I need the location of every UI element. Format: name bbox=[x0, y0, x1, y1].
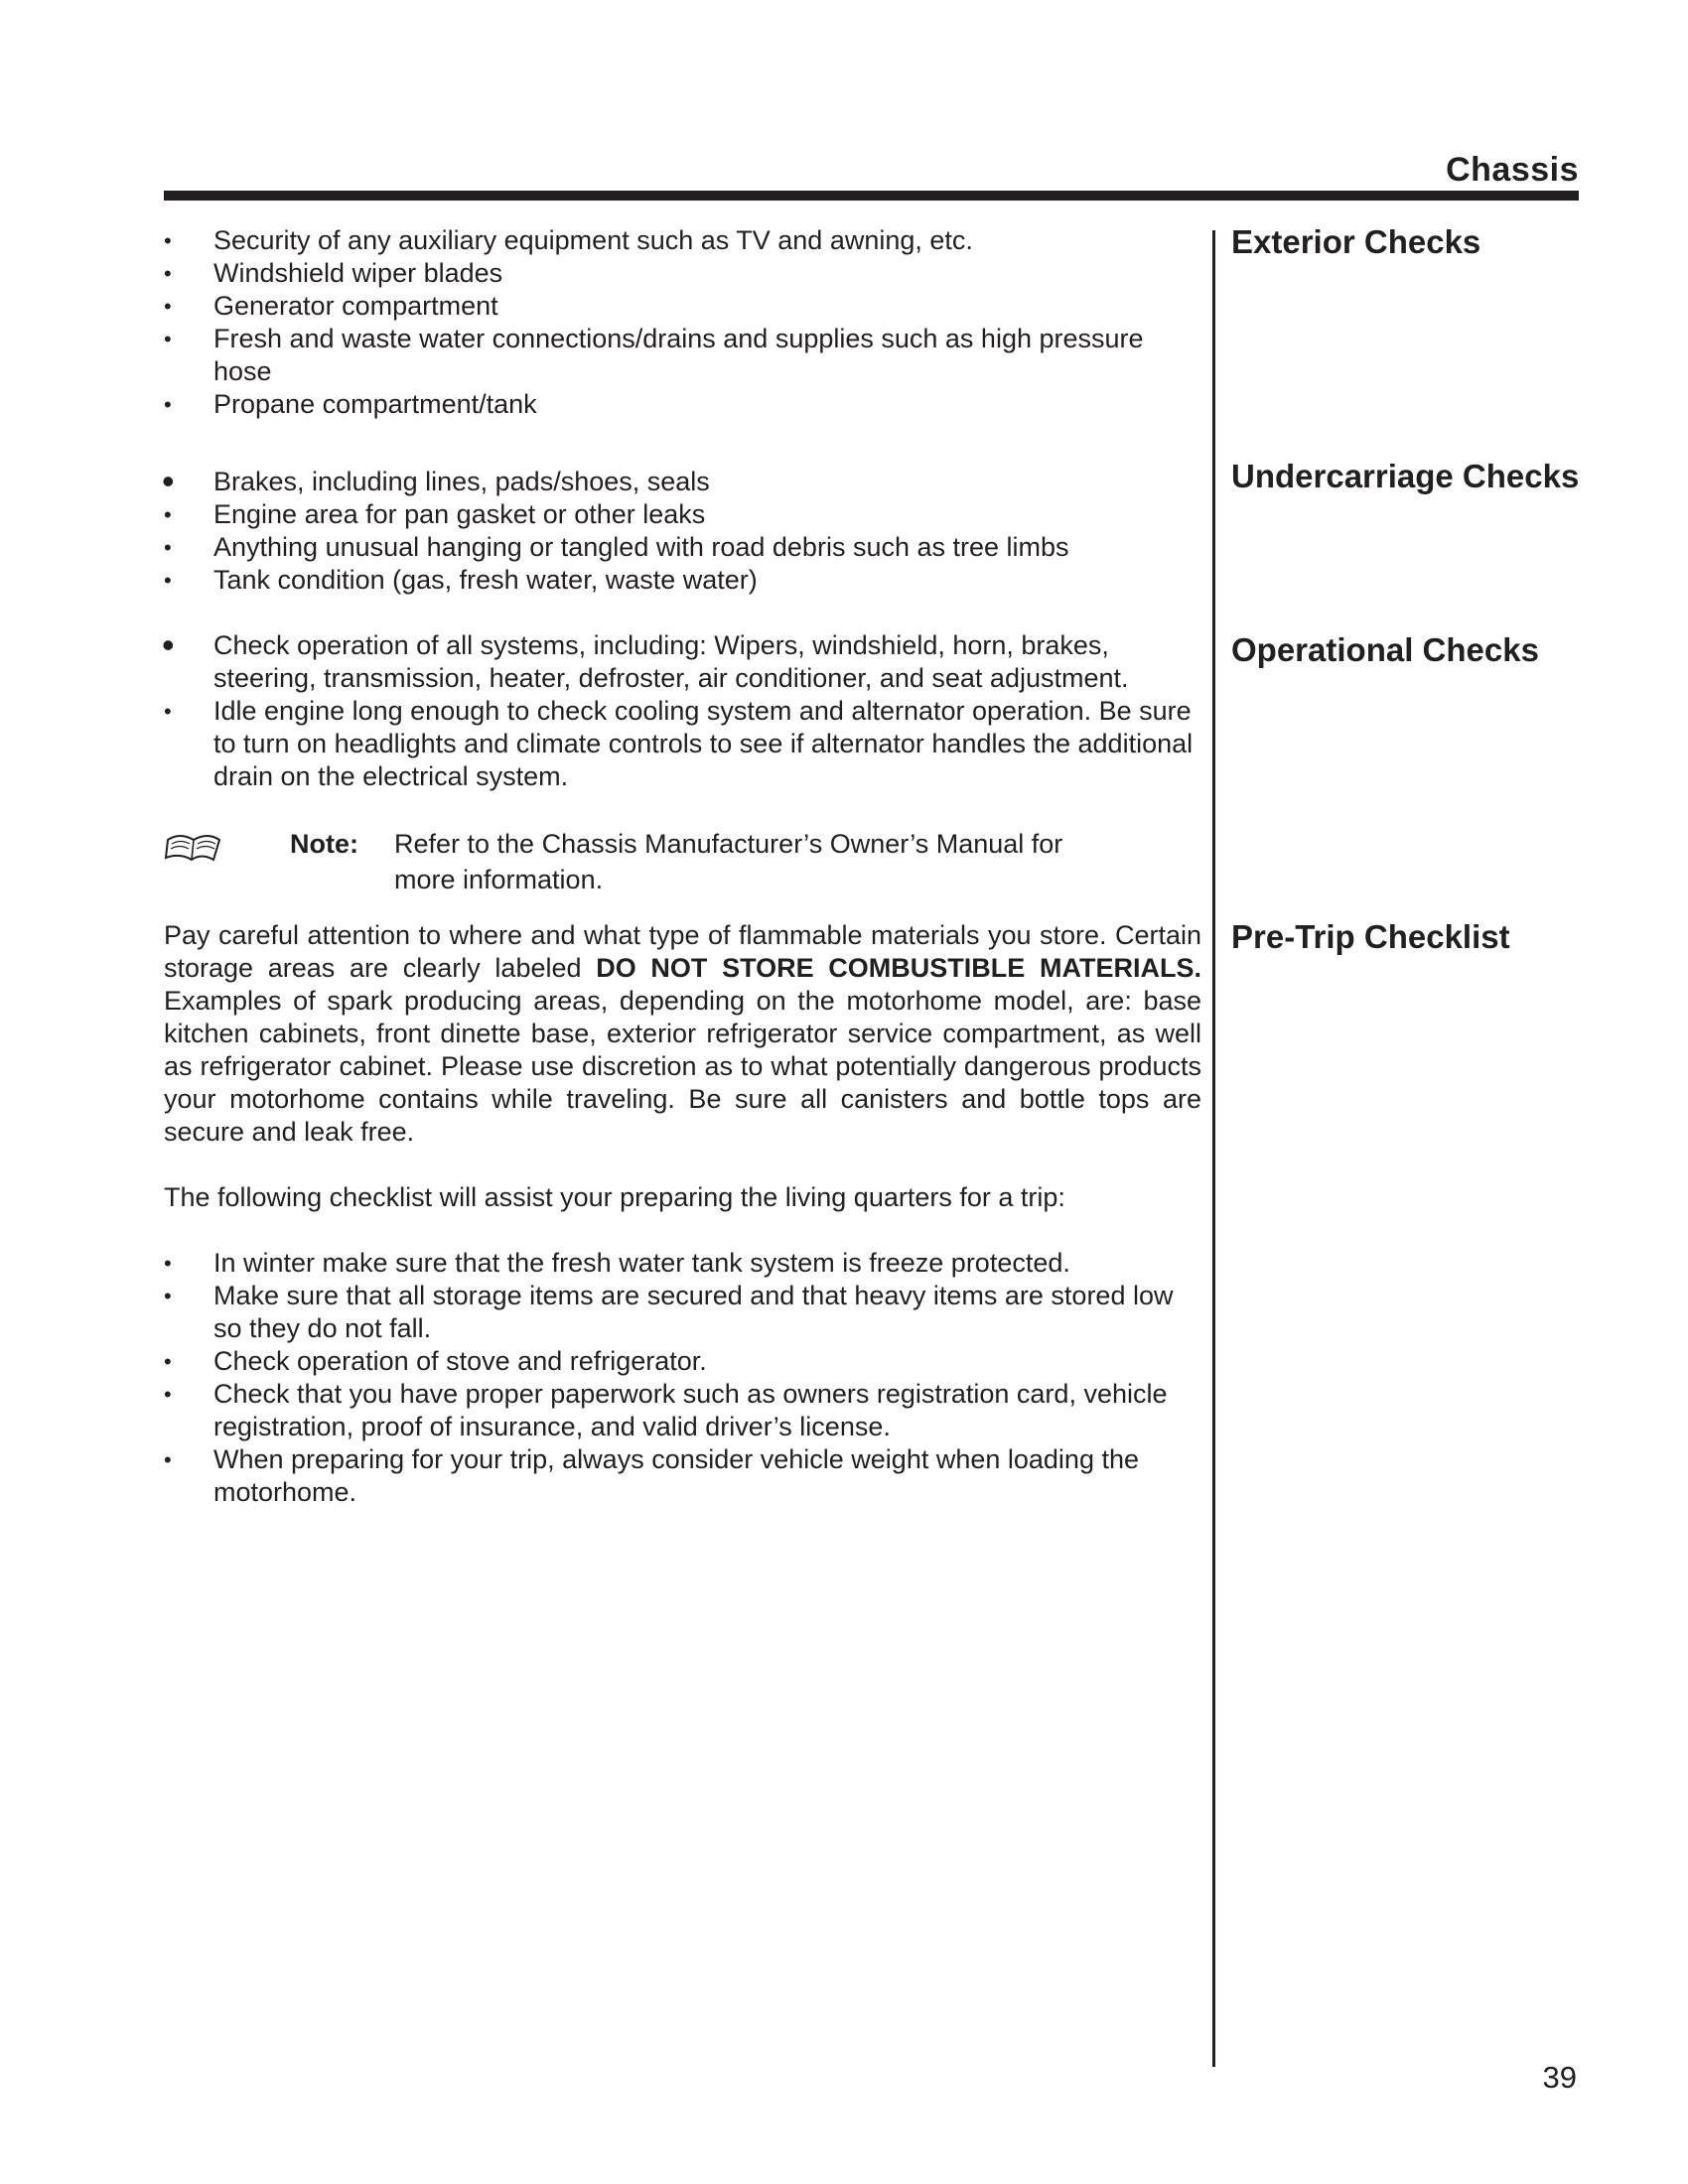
list-item: • Propane compartment/tank bbox=[164, 388, 1201, 421]
warning-label: DO NOT STORE COMBUSTIBLE MATERIALS. bbox=[596, 953, 1201, 983]
list-item: • Check operation of all systems, including: Wipers, windshield, horn, brakes, steering, transmission, heater, defroster, air conditioner, and seat adjustment. bbox=[164, 629, 1201, 695]
list-item: • Anything unusual hanging or tangled with road debris such as tree limbs bbox=[164, 531, 1201, 564]
list-item: • Fresh and waste water connections/drains and supplies such as high pressure hose bbox=[164, 323, 1201, 388]
list-item: • When preparing for your trip, always consider vehicle weight when loading the motorhome. bbox=[164, 1443, 1201, 1509]
list-item: • Check that you have proper paperwork such as owners registration card, vehicle registration, proof of insurance, and valid driver’s license. bbox=[164, 1378, 1201, 1443]
list-item: • Tank condition (gas, fresh water, waste water) bbox=[164, 564, 1201, 597]
heading-exterior-checks: Exterior Checks bbox=[1231, 223, 1481, 260]
page-number: 39 bbox=[1542, 2060, 1577, 2095]
list-item: • Windshield wiper blades bbox=[164, 257, 1201, 290]
header-rule bbox=[164, 191, 1579, 201]
heading-pre-trip-checklist: Pre-Trip Checklist bbox=[1231, 918, 1510, 955]
list-item: • Make sure that all storage items are secured and that heavy items are stored low so they do not fall. bbox=[164, 1280, 1201, 1345]
operational-checks-list bbox=[164, 629, 1201, 793]
list-item: • Engine area for pan gasket or other leaks bbox=[164, 498, 1201, 531]
list-item: • Security of any auxiliary equipment such as TV and awning, etc. bbox=[164, 224, 1201, 257]
list-item: • Idle engine long enough to check cooling system and alternator operation. Be sure to turn on headlights and climate controls to see if alternator handles the additional drain on the electrical system. bbox=[164, 695, 1201, 793]
list-item: • Check operation of stove and refrigerator. bbox=[164, 1345, 1201, 1378]
book-icon bbox=[164, 830, 223, 873]
note-text: Refer to the Chassis Manufacturer’s Owner’s Manual for more information. bbox=[394, 829, 1063, 894]
chapter-title: Chassis bbox=[1446, 151, 1579, 189]
heading-operational-checks: Operational Checks bbox=[1231, 631, 1539, 668]
list-item: • Brakes, including lines, pads/shoes, seals bbox=[164, 466, 1201, 498]
flammable-materials-paragraph: Pay careful attention to where and what type of flammable materials you store. Certain storage areas are clearly labeled DO NOT STORE COMBUSTIBLE MATERIALS. Examples of spark producing areas, depending on the motorhome model, are: base kitchen cabinets, front dinette base, exterior refrigerator service compartment, as well as refrigerator cabinet. Please use discretion as to what potentially dangerous products your motorhome contains while traveling. Be sure all canisters and bottle tops are secure and leak free. bbox=[164, 920, 1201, 1147]
pre-trip-section bbox=[164, 919, 1201, 1509]
list-item: • In winter make sure that the fresh water tank system is freeze protected. bbox=[164, 1247, 1201, 1280]
column-divider bbox=[1212, 230, 1215, 2067]
checklist-intro: The following checklist will assist your preparing the living quarters for a trip: bbox=[164, 1182, 1065, 1212]
undercarriage-checks-list bbox=[164, 466, 1201, 597]
note-label: Note: bbox=[290, 829, 358, 859]
heading-undercarriage-checks: Undercarriage Checks bbox=[1231, 458, 1580, 494]
list-item: • Generator compartment bbox=[164, 290, 1201, 323]
exterior-checks-list bbox=[164, 224, 1201, 421]
